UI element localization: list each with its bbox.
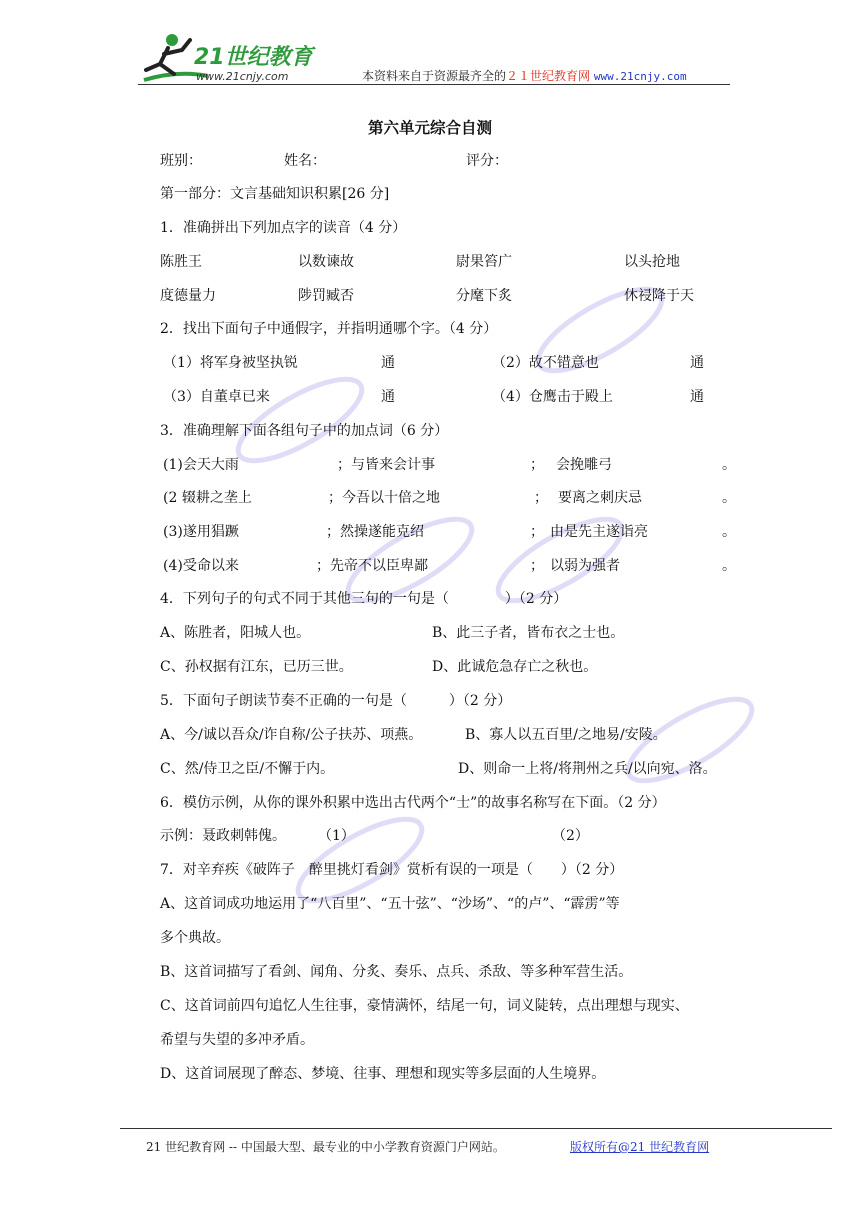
q7-option-c: C、这首词前四句追忆人生往事，豪情满怀，结尾一句，词义陡转，点出理想与现实、 xyxy=(160,998,689,1014)
header-note xyxy=(362,67,687,84)
q6-example: 示例：聂政刺韩傀。 xyxy=(160,828,286,844)
site-logo xyxy=(138,30,338,86)
q1-item: 陟罚臧否 xyxy=(298,288,354,304)
q2-tong: 通 xyxy=(690,389,704,405)
q4-option-b: B、此三子者，皆布衣之士也。 xyxy=(432,625,625,641)
q7-stem: 7．对辛弃疾《破阵子 醉里挑灯看剑》赏析有误的一项是（ ）（2 分） xyxy=(160,862,624,878)
q5-stem: 5．下面句子朗读节奏不正确的一句是（ ）（2 分） xyxy=(160,693,512,709)
header-site-link[interactable]: ２１世纪教育网 xyxy=(506,69,591,83)
q4-option-d: D、此诚危急存亡之秋也。 xyxy=(432,659,598,675)
q3-cell: (3)遂用猖蹶 xyxy=(163,524,239,540)
q3-cell: 要离之刺庆忌 xyxy=(558,490,642,506)
q3-cell: ； xyxy=(534,490,548,506)
q4-option-c: C、孙权据有江东，已历三世。 xyxy=(160,659,353,675)
q1-item: 分麾下炙 xyxy=(456,288,512,304)
q3-cell: (1)会天大雨 xyxy=(163,457,239,473)
q3-cell: 。 xyxy=(722,524,736,540)
q7-option-c-cont: 希望与失望的多冲矛盾。 xyxy=(160,1032,314,1048)
q2-item: （4）仓鹰击于殿上 xyxy=(492,389,613,405)
q3-cell: 会挽雕弓 xyxy=(556,457,612,473)
q3-cell: 。 xyxy=(722,457,736,473)
q6-blank-2: （2） xyxy=(552,828,589,844)
header-url-link[interactable]: www.21cnjy.com xyxy=(593,70,687,83)
q2-item: （3）自董卓已来 xyxy=(163,389,270,405)
q1-item: 休祲降于天 xyxy=(624,288,694,304)
q2-item: （2）故不错意也 xyxy=(492,355,599,371)
q3-cell: (4)受命以来 xyxy=(163,558,239,574)
q3-cell: 由是先主遂诣亮 xyxy=(550,524,648,540)
q1-item: 度德量力 xyxy=(160,288,216,304)
score-label: 评分： xyxy=(466,153,508,169)
q1-item: 以数谏故 xyxy=(298,254,354,270)
q6-blank-1: （1） xyxy=(318,828,355,844)
q3-stem: 3．准确理解下面各组句子中的加点词（6 分） xyxy=(160,423,449,439)
q5-option-b: B、寡人以五百里/之地易/安陵。 xyxy=(465,727,667,743)
header-note-prefix: 本资料来自于资源最齐全的 xyxy=(362,69,507,83)
q3-cell: ； xyxy=(530,524,544,540)
q5-option-a: A、今/诚以吾众/诈自称/公子扶苏、项燕。 xyxy=(160,727,423,743)
q4-stem: 4．下列句子的句式不同于其他三句的一句是（ ）（2 分） xyxy=(160,591,568,607)
q1-stem: 1．准确拼出下列加点字的读音（4 分） xyxy=(160,220,407,236)
q3-cell: ； xyxy=(530,457,544,473)
q3-cell: ； xyxy=(530,558,544,574)
logo-url: www.21cnjy.com xyxy=(196,70,289,83)
q2-tong: 通 xyxy=(381,389,395,405)
logo-title: 21世纪教育 xyxy=(194,45,313,70)
q7-option-b: B、这首词描写了看剑、闻角、分炙、奏乐、点兵、杀敌、等多种军营生活。 xyxy=(160,964,633,980)
class-label: 班别： xyxy=(160,153,202,169)
name-label: 姓名： xyxy=(284,153,326,169)
q3-cell: 。 xyxy=(722,490,736,506)
q1-item: 尉果笞广 xyxy=(456,254,512,270)
q6-stem: 6．模仿示例，从你的课外积累中选出古代两个“士”的故事名称写在下面。（2 分） xyxy=(160,795,666,811)
q2-tong: 通 xyxy=(690,355,704,371)
q2-tong: 通 xyxy=(381,355,395,371)
header-rule xyxy=(138,84,730,85)
q3-cell: (2 辍耕之垄上 xyxy=(163,490,252,506)
page-title: 第六单元综合自测 xyxy=(367,119,492,137)
q1-item: 陈胜王 xyxy=(160,254,202,270)
q3-cell: ；与皆来会计事 xyxy=(337,457,435,473)
q7-option-a-cont: 多个典故。 xyxy=(160,930,230,946)
q3-cell: 以弱为强者 xyxy=(550,558,620,574)
footer-rule xyxy=(120,1128,832,1129)
part1-heading: 第一部分：文言基础知识积累[26 分] xyxy=(160,186,390,202)
q3-cell: ；然操遂能克绍 xyxy=(326,524,424,540)
q3-cell: 。 xyxy=(722,558,736,574)
q5-option-c: C、然/侍卫之臣/不懈于内。 xyxy=(160,761,335,777)
q3-cell: ；先帝不以臣卑鄙 xyxy=(316,558,428,574)
q7-option-d: D、这首词展现了醉态、梦境、往事、理想和现实等多层面的人生境界。 xyxy=(160,1066,606,1082)
q1-item: 以头抢地 xyxy=(624,254,680,270)
q4-option-a: A、陈胜者，阳城人也。 xyxy=(160,625,311,641)
footer-text: 21 世纪教育网 -- 中国最大型、最专业的中小学教育资源门户网站。 xyxy=(146,1140,505,1154)
q5-option-d: D、则命一上将/将荆州之兵/以向宛、洛。 xyxy=(458,761,717,777)
q2-stem: 2．找出下面句子中通假字，并指明通哪个字。（4 分） xyxy=(160,321,498,337)
q2-item: （1）将军身被坚执锐 xyxy=(163,355,298,371)
copyright-link[interactable]: 版权所有@21 世纪教育网 xyxy=(570,1140,710,1154)
q7-option-a: A、这首词成功地运用了“八百里”、“五十弦”、“沙场”、“的卢”、“霹雳”等 xyxy=(160,896,620,912)
q3-cell: ；今吾以十倍之地 xyxy=(328,490,440,506)
